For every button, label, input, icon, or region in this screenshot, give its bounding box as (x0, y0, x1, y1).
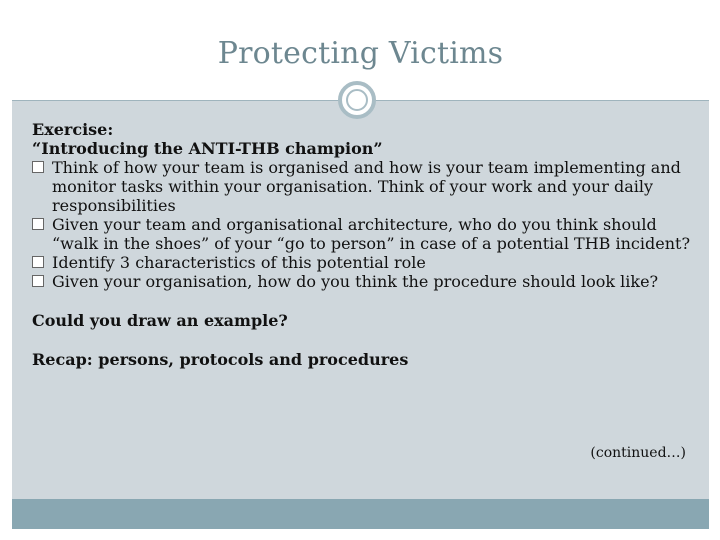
decorative-circle-icon (338, 81, 376, 119)
spacer (32, 291, 692, 311)
checkbox-bullet-icon (32, 218, 44, 230)
bullet-text: Given your organisation, how do you think the procedure should look like? (52, 272, 659, 291)
exercise-bullet-list (32, 158, 692, 291)
footer-bar (12, 499, 709, 529)
bullet-item (32, 158, 692, 215)
exercise-title: “Introducing the ANTI-THB champion” (32, 139, 383, 158)
continued-note: (continued…) (590, 445, 686, 461)
recap-line: Recap: persons, protocols and procedures (32, 350, 409, 369)
exercise-label: Exercise: (32, 120, 114, 139)
slide-content (32, 120, 692, 369)
checkbox-bullet-icon (32, 161, 44, 173)
question-line: Could you draw an example? (32, 311, 288, 330)
bullet-text: Given your team and organisational architecture, who do you think should “walk in the shoes” of your “go to person” in case of a potential THB incident? (52, 215, 691, 253)
bullet-item (32, 272, 692, 291)
bullet-item (32, 253, 692, 272)
bullet-text: Think of how your team is organised and how is your team implementing and monitor tasks within your organisation. Think of your work and your daily responsibilities (52, 158, 681, 215)
spacer (32, 330, 692, 350)
slide-title: Protecting Victims (217, 36, 504, 71)
bullet-text: Identify 3 characteristics of this potential role (52, 253, 426, 272)
bullet-item (32, 215, 692, 253)
checkbox-bullet-icon (32, 275, 44, 287)
checkbox-bullet-icon (32, 256, 44, 268)
